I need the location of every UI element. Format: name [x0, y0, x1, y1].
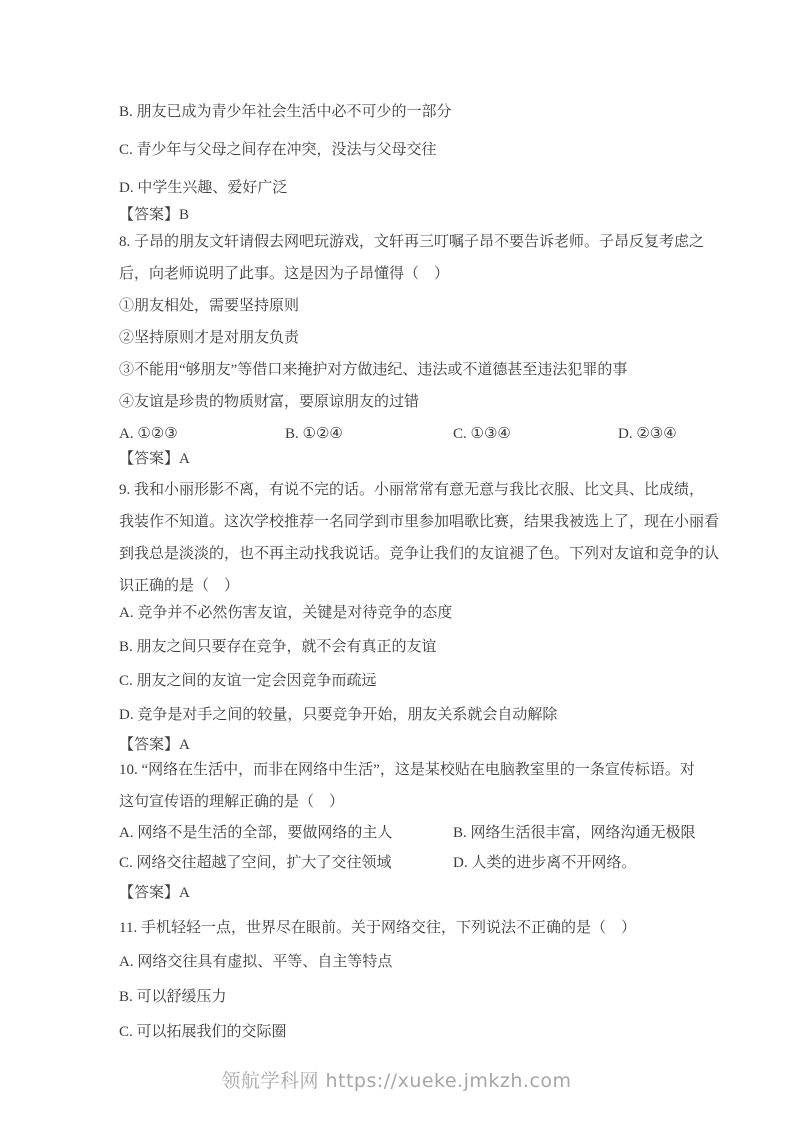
- question-11: [0, 912, 793, 945]
- question-9-option-c: C. 朋友之间的友谊一定会因竞争而疏远: [119, 673, 377, 689]
- question-11-options: [0, 945, 793, 1050]
- question-8-choice-a: A. ①②③: [119, 426, 178, 442]
- question-9-option-b: B. 朋友之间只要存在竞争，就不会有真正的友谊: [119, 639, 437, 655]
- question-7-options: [0, 93, 793, 207]
- question-7-option-b: B. 朋友已成为青少年社会生活中必不可少的一部分: [119, 104, 452, 120]
- answer-line: 【答案】A: [119, 451, 190, 467]
- question-11-option-a: A. 网络交往具有虚拟、平等、自主等特点: [119, 954, 393, 970]
- question-8: [0, 226, 793, 450]
- question-9-option-a: A. 竞争并不必然伤害友谊，关键是对待竞争的态度: [119, 605, 453, 621]
- question-9-stem-line: 9. 我和小丽形影不离，有说不完的话。小丽常常有意无意与我比衣服、比文具、比成绩，: [119, 482, 705, 498]
- question-10-stem-line: 10. “网络在生活中，而非在网络中生活”，这是某校贴在电脑教室里的一条宣传标语。对: [119, 762, 695, 778]
- question-10-answer: [0, 878, 793, 908]
- question-7-option-d: D. 中学生兴趣、爱好广泛: [119, 180, 288, 196]
- watermark: 领航学科网 https://xueke.jmkzh.com: [221, 1070, 572, 1092]
- question-10-option-d: D. 人类的进步离不开网络。: [453, 855, 637, 871]
- question-8-item-3: ③不能用“够朋友”等借口来掩护对方做违纪、违法或不道德甚至违法犯罪的事: [119, 362, 628, 378]
- question-10-stem-line: 这句宣传语的理解正确的是（ ）: [119, 794, 345, 810]
- question-11-option-c: C. 可以拓展我们的交际圈: [119, 1024, 287, 1040]
- question-8-stem-line: 8. 子昂的朋友文轩请假去网吧玩游戏，文轩再三叮嘱子昂不要告诉老师。子昂反复考虑之: [119, 234, 705, 250]
- question-10-option-a: A. 网络不是生活的全部，要做网络的主人: [119, 825, 393, 841]
- answer-line: 【答案】B: [119, 207, 190, 223]
- question-9-stem-line: 我装作不知道。这次学校推荐一名同学到市里参加唱歌比赛，结果我被选上了，现在小丽看: [119, 514, 720, 530]
- question-10-option-c: C. 网络交往超越了空间，扩大了交往领域: [119, 855, 392, 871]
- question-8-item-4: ④友谊是珍贵的物质财富，要原谅朋友的过错: [119, 394, 420, 410]
- answer-line: 【答案】A: [119, 885, 190, 901]
- question-8-stem-line: 后，向老师说明了此事。这是因为子昂懂得（ ）: [119, 266, 450, 282]
- question-10-option-row: [119, 818, 753, 848]
- question-8-choice-b: B. ①②④: [285, 426, 343, 442]
- question-10: [0, 754, 793, 818]
- question-10-option-row: [119, 848, 753, 878]
- question-10-option-b: B. 网络生活很丰富，网络沟通无极限: [453, 825, 696, 841]
- question-8-item-1: ①朋友相处，需要坚持原则: [119, 298, 300, 314]
- question-11-stem: 11. 手机轻轻一点，世界尽在眼前。关于网络交往，下列说法不正确的是（ ）: [119, 920, 636, 936]
- question-9-stem-line: 识正确的是（ ）: [119, 578, 240, 594]
- question-9-options: [0, 596, 793, 732]
- question-9-stem-line: 到我总是淡淡的，也不再主动找我说话。竞争让我们的友谊褪了色。下列对友谊和竞争的认: [119, 546, 720, 562]
- question-10-options: [0, 818, 793, 878]
- question-11-option-b: B. 可以舒缓压力: [119, 989, 227, 1005]
- answer-line: 【答案】A: [119, 737, 190, 753]
- question-8-item-2: ②坚持原则才是对朋友负责: [119, 330, 300, 346]
- question-8-choice-d: D. ②③④: [618, 426, 677, 442]
- question-9: [0, 474, 793, 602]
- question-8-answer: [0, 444, 793, 474]
- question-7-option-c: C. 青少年与父母之间存在冲突，没法与父母交往: [119, 142, 437, 158]
- question-8-choice-c: C. ①③④: [453, 426, 511, 442]
- question-9-option-d: D. 竞争是对手之间的较量，只要竞争开始，朋友关系就会自动解除: [119, 707, 558, 723]
